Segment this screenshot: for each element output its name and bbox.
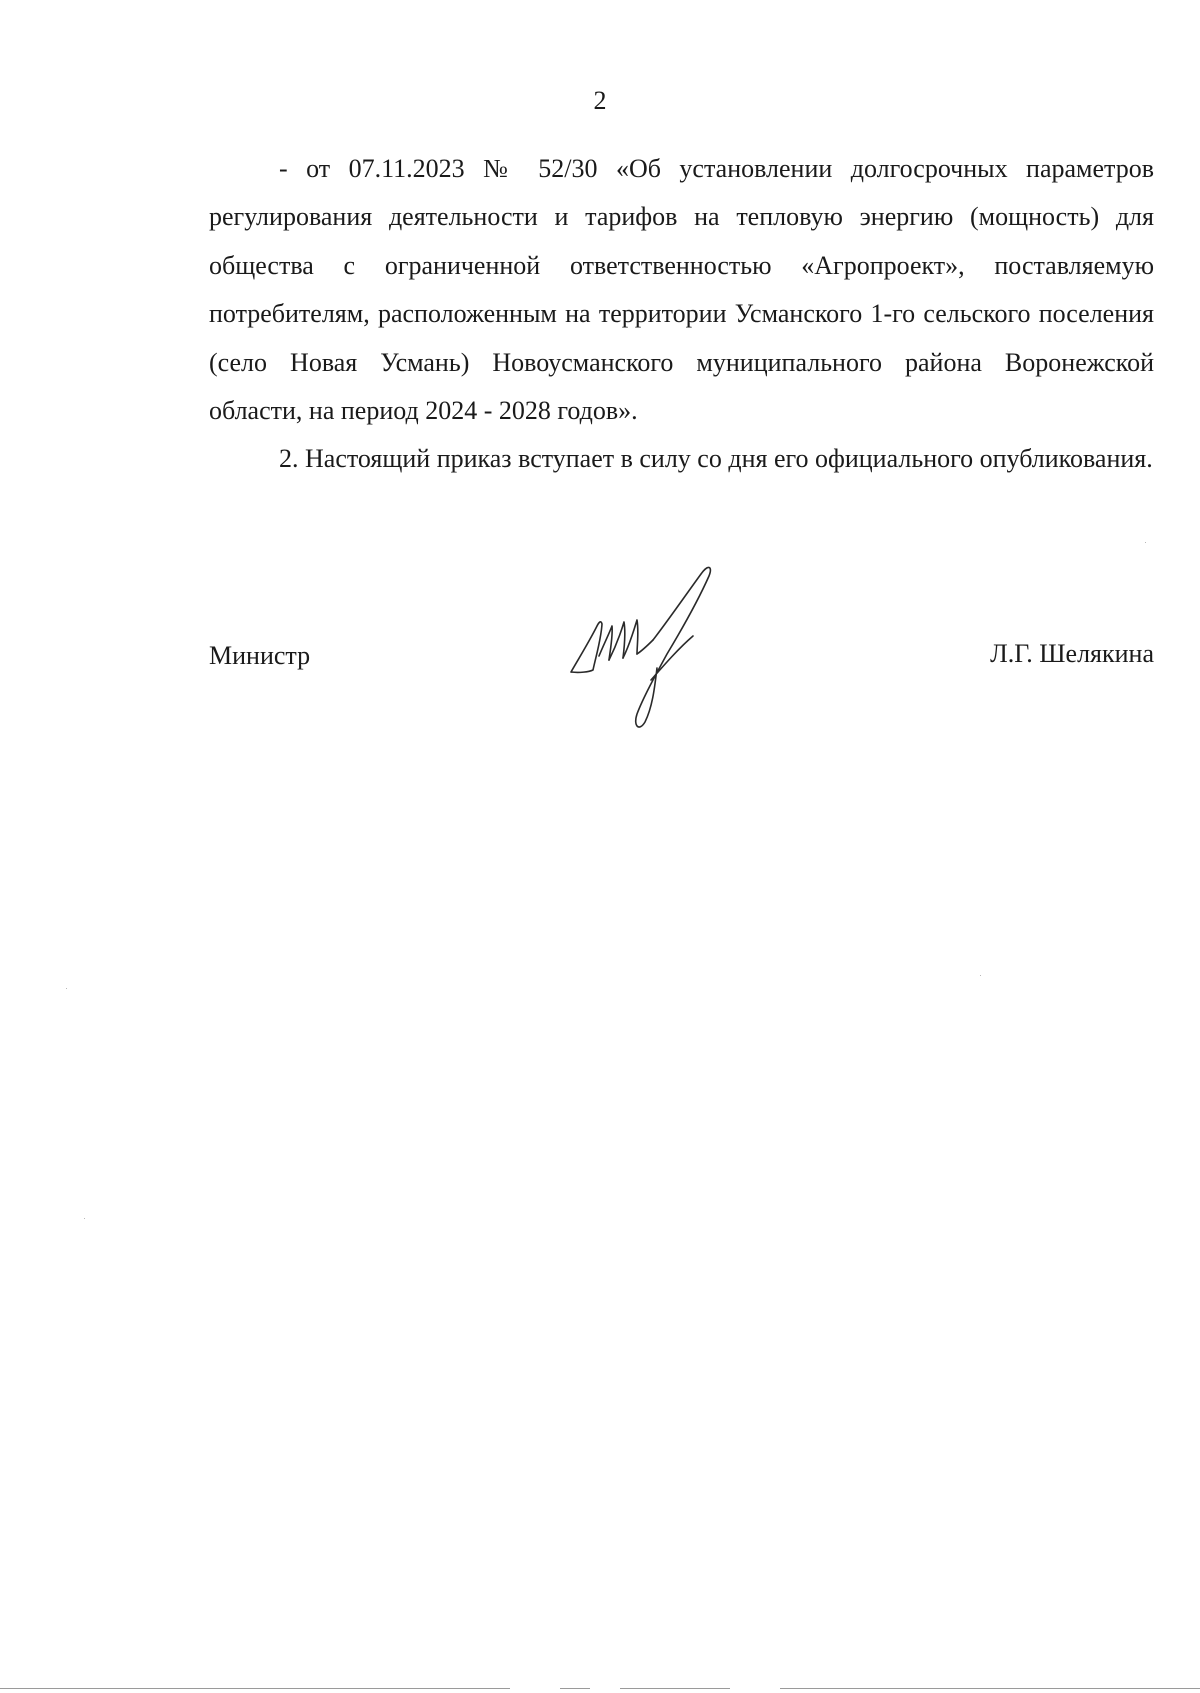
bottom-scan-line	[560, 1688, 590, 1689]
bottom-scan-line	[620, 1688, 730, 1689]
paragraph-effective-date: 2. Настоящий приказ вступает в силу со дня его официального опубликования.	[279, 444, 1153, 474]
handwritten-signature-icon	[563, 560, 743, 740]
page-number: 2	[593, 86, 607, 115]
document-body	[209, 145, 1154, 484]
signature-block	[209, 560, 1154, 750]
scan-speck	[1145, 542, 1146, 543]
paragraph-order-reference: - от 07.11.2023 № 52/30 «Об установлении долгосрочных параметров регулирования деятельности и тарифов на тепловую энергию (мощность) для общества с ограниченной ответственностью «Агропроект», поставляемую потребителям, расположенным на территории Усманского 1-го сельского поселения (село Новая Усмань) Новоусманского муниципального района Воронежской области, на период 2024 - 2028 годов».	[209, 154, 1154, 426]
signer-name: Л.Г. Шелякина	[990, 639, 1154, 668]
scan-speck	[84, 1218, 85, 1219]
bottom-scan-line	[0, 1688, 510, 1689]
scan-speck	[980, 975, 981, 976]
scan-speck	[66, 988, 67, 989]
signer-title: Министр	[209, 641, 311, 670]
bottom-scan-line	[780, 1688, 1200, 1689]
